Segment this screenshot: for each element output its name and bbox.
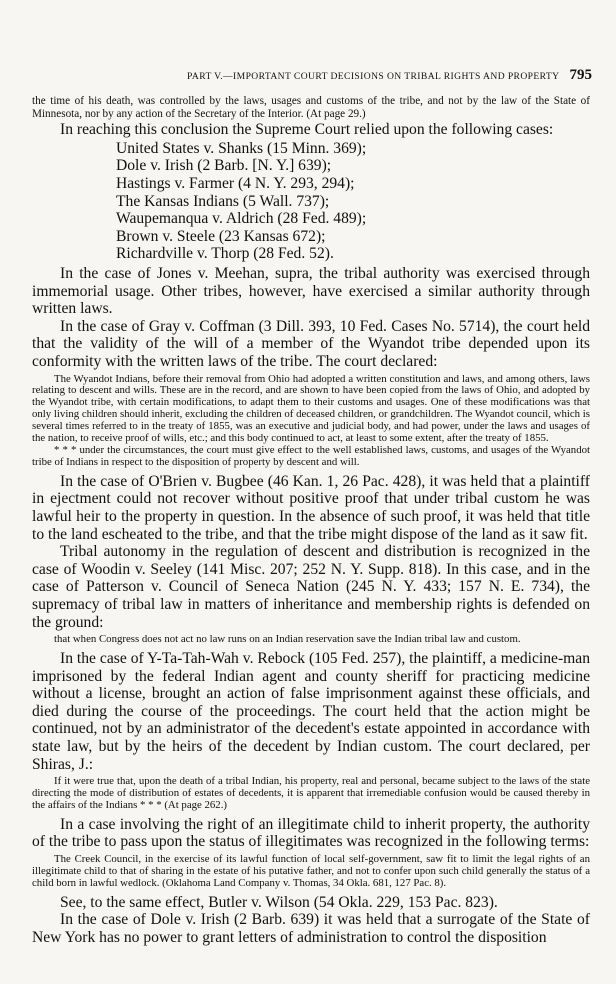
paragraph: In the case of Y-Ta-Tah-Wah v. Rebock (105 Fed. 257), the plaintiff, a medicine-man imprisoned by the federal Indian agent and county sheriff for practicing medicine without a license, brought an action of false imprisonment against these officials, and died during the course of the proceedings. The court held that the action might be continued, not by an administrator of the decedent's estate appointed in accordance with state law, but by the heirs of the decedent by Indian custom. The court declared, per Shiras, J.: <box>32 650 590 773</box>
case-citation: Brown v. Steele (23 Kansas 672); <box>116 227 326 245</box>
running-head <box>0 66 592 84</box>
page-body <box>32 95 590 947</box>
block-quote: that when Congress does not act no law runs on an Indian reservation save the Indian tribal law and custom. <box>54 633 521 646</box>
case-citation: The Kansas Indians (5 Wall. 737); <box>116 192 330 210</box>
case-citation: Dole v. Irish (2 Barb. [N. Y.] 639); <box>116 157 332 175</box>
paragraph: In the case of Gray v. Coffman (3 Dill. 393, 10 Fed. Cases No. 5714), the court held that the validity of the will of a member of the Wyandot tribe depended upon its conformity with the written laws of the tribe. The court declared: <box>32 317 590 370</box>
case-citation: United States v. Shanks (15 Minn. 369); <box>116 139 367 157</box>
paragraph: In the case of Dole v. Irish (2 Barb. 639) it was held that a surrogate of the State of New York has no power to grant letters of administration to control the disposition <box>32 911 590 946</box>
paragraph: See, to the same effect, Butler v. Wilson (54 Okla. 229, 153 Pac. 823). <box>60 893 498 911</box>
page-number: 795 <box>569 67 592 83</box>
block-quote: * * * under the circumstances, the court must give effect to the well established laws, customs, and usages of the Wyandot tribe of Indians in respect to the disposition of property by descent and will. <box>32 443 590 468</box>
paragraph: the time of his death, was controlled by the laws, usages and customs of the tribe, and not by the law of the State of Minnesota, nor by any action of the Secretary of the Interior. (At page 29.) <box>32 95 590 120</box>
paragraph: In the case of Jones v. Meehan, supra, the tribal authority was exercised through immemorial usage. Other tribes, however, have exercised a similar authority through written laws. <box>32 264 590 318</box>
case-citation: Hastings v. Farmer (4 N. Y. 293, 294); <box>116 174 355 192</box>
paragraph: Tribal autonomy in the regulation of descent and distribution is recognized in the case of Woodin v. Seeley (141 Misc. 207; 252 N. Y. Supp. 818). In this case, and in the case of Patterson v. Council of Seneca Nation (245 N. Y. 433; 157 N. E. 734), the supremacy of tribal law in matters of inheritance and membership rights is defended on the ground: <box>32 543 590 631</box>
block-quote: The Wyandot Indians, before their removal from Ohio had adopted a written constitution and laws, and among others, laws relating to descent and wills. These are in the record, and are shown to have been copied from the laws of Ohio, and adopted by the Wyandot tribe, with certain modifications, to adapt them to their customs and usages. One of these modifications was that only living children should inherit, excluding the children of deceased children, or grandchildren. The Wyandot council, which is several times referred to in the treaty of 1855, was an executive and judicial body, and had power, under the laws and usages of the nation, to receive proof of wills, etc.; and this body continued to act, at least to some extent, after the treaty of 1855. <box>32 372 590 445</box>
block-quote: The Creek Council, in the exercise of its lawful function of local self-government, saw fit to limit the legal rights of an illegitimate child to that of sharing in the estate of his putative father, and not to confer upon such child generally the status of a child born in lawful wedlock. (Oklahoma Land Company v. Thomas, 34 Okla. 681, 127 Pac. 8). <box>32 853 590 889</box>
paragraph: In a case involving the right of an illegitimate child to inherit property, the authority of the tribe to pass upon the status of illegitimates was recognized in the following terms: <box>32 815 590 851</box>
case-citation: Richardville v. Thorp (28 Fed. 52). <box>116 245 334 263</box>
running-title: PART V.—IMPORTANT COURT DECISIONS ON TRIBAL RIGHTS AND PROPERTY <box>187 71 560 82</box>
case-citation: Waupemanqua v. Aldrich (28 Fed. 489); <box>116 210 367 228</box>
case-list <box>116 140 590 263</box>
block-quote: If it were true that, upon the death of a tribal Indian, his property, real and personal, became subject to the laws of the state directing the mode of distribution of estates of decedents, it is apparent that irremediable confusion would be caused thereby in the affairs of the Indians * * * (At page 262.) <box>32 775 590 811</box>
paragraph: In the case of O'Brien v. Bugbee (46 Kan. 1, 26 Pac. 428), it was held that a plaintiff in ejectment could not recover without positive proof that under tribal custom he was lawful heir to the property in question. In the absence of such proof, it was held that title to the land escheated to the tribe, and that the tribe might dispose of the land as it saw fit. <box>32 472 590 543</box>
paragraph: In reaching this conclusion the Supreme Court relied upon the following cases: <box>60 121 554 139</box>
